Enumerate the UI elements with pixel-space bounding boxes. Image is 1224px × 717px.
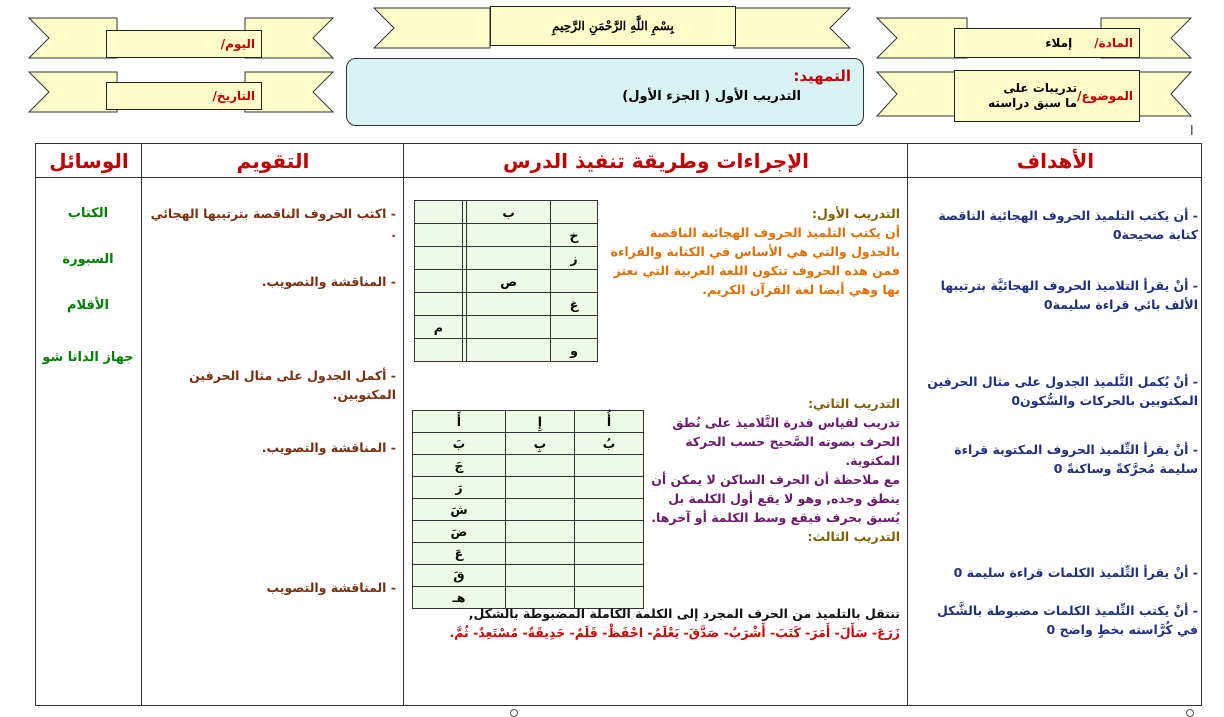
- goal-6-text: - أنْ يكتب التِّلميذ الكلمات مضبوطة بالشَّكل في كُرَّاسته بخطٍ واضح 0: [937, 603, 1198, 637]
- grid-cell: بِ: [505, 433, 574, 455]
- letters-grid-2: [412, 410, 644, 609]
- grid-cell: ص: [467, 270, 551, 293]
- grid-cell: ضَ: [413, 521, 506, 543]
- exercise-1-text: أن يكتب التلميذ الحروف الهجائية الناقصة بالجدول والتي هي الأساس في الكتابة والقراءة فمن هذه الحروف تتكون اللغة العربية التي نعتز بها وهي أيضا لغة القرآن الكريم.: [610, 225, 900, 297]
- grid-cell: [574, 499, 643, 521]
- subject-banner: [954, 28, 1140, 58]
- grid-cell: [574, 455, 643, 477]
- grid-cell: ز: [551, 247, 598, 270]
- grid-cell: ب: [467, 201, 551, 224]
- goal-4-block: [912, 440, 1198, 478]
- grid-cell: [467, 247, 551, 270]
- exercise-3-text: ننتقل بالتلميذ من الحرف المجرد إلى الكلمة الكاملة المضبوطة بالشكل,: [468, 606, 900, 621]
- goal-4-text: - أنْ يقرأ التِّلميذ الحروف المكتوبة قراءة سليمة مُحرَّكةً وساكنةً 0: [954, 442, 1198, 476]
- basmala-text: بِسْمِ اللَّهِ الرَّحْمَنِ الرَّحِيمِ: [552, 19, 674, 33]
- grid-cell: جَ: [413, 455, 506, 477]
- evaluation-4: - المناقشة والتصويب.: [261, 440, 396, 455]
- evaluation-5: - المناقشة والتصويب: [266, 580, 396, 595]
- grid-cell: [415, 201, 463, 224]
- date-banner: [106, 82, 262, 110]
- grid-cell: خ: [551, 224, 598, 247]
- goal-1-text: - أن يكتب التلميذ الحروف الهجائية الناقصة كتابة صحيحة0: [938, 208, 1198, 242]
- evaluation-2: - المناقشة والتصويب.: [261, 274, 396, 289]
- grid-1-row: [415, 339, 598, 362]
- grid-2-row: [413, 455, 644, 477]
- grid-cell: [415, 247, 463, 270]
- topic-label: الموضوع/: [1077, 89, 1133, 103]
- grid-cell: [415, 270, 463, 293]
- exercise-3: [410, 604, 900, 642]
- subject-label: المادة/: [1094, 36, 1133, 50]
- grid-2-row: [413, 477, 644, 499]
- heading-procedures: الإجراءات وطريقة تنفيذ الدرس: [502, 149, 810, 173]
- heading-evaluation: التقويم: [236, 149, 310, 173]
- topic-value-line2: ما سبق دراسته: [988, 96, 1078, 110]
- goal-2-text: - أنْ يقرأ التلاميذ الحروف الهجائيَّة بترتيبها الألف بائي قراءة سليمة0: [940, 278, 1198, 312]
- grid-cell: [505, 499, 574, 521]
- grid-cell: رَ: [413, 477, 506, 499]
- grid-cell: عَ: [413, 543, 506, 565]
- exercise-1-title: التدريب الأول:: [812, 206, 900, 221]
- day-label: اليوم/: [220, 37, 255, 51]
- grid-cell: [505, 477, 574, 499]
- heading-tools: الوسائل: [49, 149, 129, 173]
- tool-4: جهاز الداتا شو: [42, 350, 134, 365]
- day-banner: [106, 30, 262, 58]
- intro-label: التمهيد:: [793, 67, 851, 85]
- bottom-mark-icon: [508, 707, 520, 717]
- grid-2-row: [413, 543, 644, 565]
- tool-1: الكتاب: [67, 206, 109, 221]
- exercise-3-words: زَرَعَ- سَأَلَ- أَمَرَ- كَتَبَ- أَشْرَبُ- صَدَّقَ- يَعْلَمُ- احْفَظْ- قَلَمٌ- حَدِيقَةٌ- مُسْتَعِدٌ- ثُمَّ.: [449, 625, 900, 640]
- grid-cell: م: [415, 316, 463, 339]
- grid-2-row: [413, 521, 644, 543]
- goal-2-block: [912, 276, 1198, 314]
- evaluation-3: - أكمل الجدول على مثال الحرفين المكتوبين.: [189, 368, 396, 402]
- col-divider-3: [141, 143, 142, 706]
- grid-cell: [505, 565, 574, 587]
- col-divider-1: [907, 143, 908, 706]
- grid-cell: أَ: [413, 411, 506, 433]
- topic-value-line1: تدريبات على: [1003, 81, 1078, 95]
- grid-1-row: [415, 316, 598, 339]
- goal-6-block: [912, 601, 1198, 639]
- grid-1-row: [415, 270, 598, 293]
- goal-3-text: - أنْ يُكمل التَّلميذ الجدول على مثال الحرفين المكتوبين بالحركات والسُّكون0: [927, 374, 1198, 408]
- subject-value: إملاء: [1045, 36, 1073, 50]
- topic-value: [988, 81, 1077, 111]
- grid-cell: شَ: [413, 499, 506, 521]
- grid-cell: بَ: [413, 433, 506, 455]
- grid-cell: [467, 316, 551, 339]
- exercise-2: [648, 394, 900, 546]
- grid-cell: [415, 293, 463, 316]
- grid-cell: [467, 293, 551, 316]
- grid-1-row: [415, 293, 598, 316]
- exercise-1: [604, 204, 900, 299]
- goal-5-block: [912, 563, 1198, 582]
- intro-box: [346, 58, 864, 126]
- grid-cell: [467, 339, 551, 362]
- topic-banner: [954, 70, 1140, 122]
- header-row-divider: [35, 177, 1202, 178]
- grid-cell: [505, 543, 574, 565]
- exercise-2-note: مع ملاحظة أن الحرف الساكن لا يمكن أن ينطق وحده, وهو لا يقع أول الكلمة بل يُسبق بحرف فيقع وسط الكلمة أو آخرها.: [651, 472, 900, 525]
- tool-2: السبورة: [62, 252, 114, 267]
- col-divider-2: [403, 143, 404, 706]
- grid-2-row: [413, 411, 644, 433]
- grid-2-row: [413, 499, 644, 521]
- goal-5-text: - أنْ يقرأ التِّلميذ الكلمات قراءة سليمة 0: [953, 565, 1198, 580]
- exercise-2-text: تدريب لقياس قدرة التَّلاميذ على نُطق الحرف بصوته الصَّحيح حسب الحركة المكتوبة.: [672, 415, 900, 468]
- grid-1-row: [415, 247, 598, 270]
- stray-mark: ا: [1190, 124, 1194, 139]
- grid-cell: [574, 521, 643, 543]
- exercise-2-title: التدريب الثاني:: [808, 396, 900, 411]
- grid-cell: [574, 477, 643, 499]
- grid-2-row: [413, 433, 644, 455]
- grid-2-row: [413, 565, 644, 587]
- grid-cell: إِ: [505, 411, 574, 433]
- grid-cell: [415, 224, 463, 247]
- grid-cell: أُ: [574, 411, 643, 433]
- evaluation-1: - اكتب الحروف الناقصة بترتيبها الهجائي .: [150, 206, 396, 240]
- grid-cell: [551, 270, 598, 293]
- exercise-3-title: التدريب الثالث:: [807, 529, 900, 544]
- grid-cell: [415, 339, 463, 362]
- bottom-mark-icon-right: [1184, 707, 1196, 717]
- grid-cell: بُ: [574, 433, 643, 455]
- grid-cell: و: [551, 339, 598, 362]
- grid-cell: [574, 543, 643, 565]
- date-label: التاريخ/: [212, 89, 255, 103]
- grid-cell: [551, 316, 598, 339]
- grid-cell: [505, 521, 574, 543]
- grid-cell: هـ: [413, 587, 506, 609]
- grid-cell: [505, 455, 574, 477]
- intro-text: التدريب الأول ( الجزء الأول): [622, 89, 801, 104]
- grid-1-row: [415, 201, 598, 224]
- grid-1-row: [415, 224, 598, 247]
- grid-cell: [574, 565, 643, 587]
- grid-cell: [551, 201, 598, 224]
- grid-cell: غ: [551, 293, 598, 316]
- letters-grid-1: [414, 200, 598, 362]
- grid-cell: قَ: [413, 565, 506, 587]
- basmala-banner: [490, 6, 736, 46]
- goal-3-block: [912, 372, 1198, 410]
- grid-cell: [467, 224, 551, 247]
- heading-goals: الأهداف: [1016, 149, 1095, 173]
- goal-1-block: [912, 206, 1198, 244]
- tool-3: الأقلام: [66, 298, 110, 313]
